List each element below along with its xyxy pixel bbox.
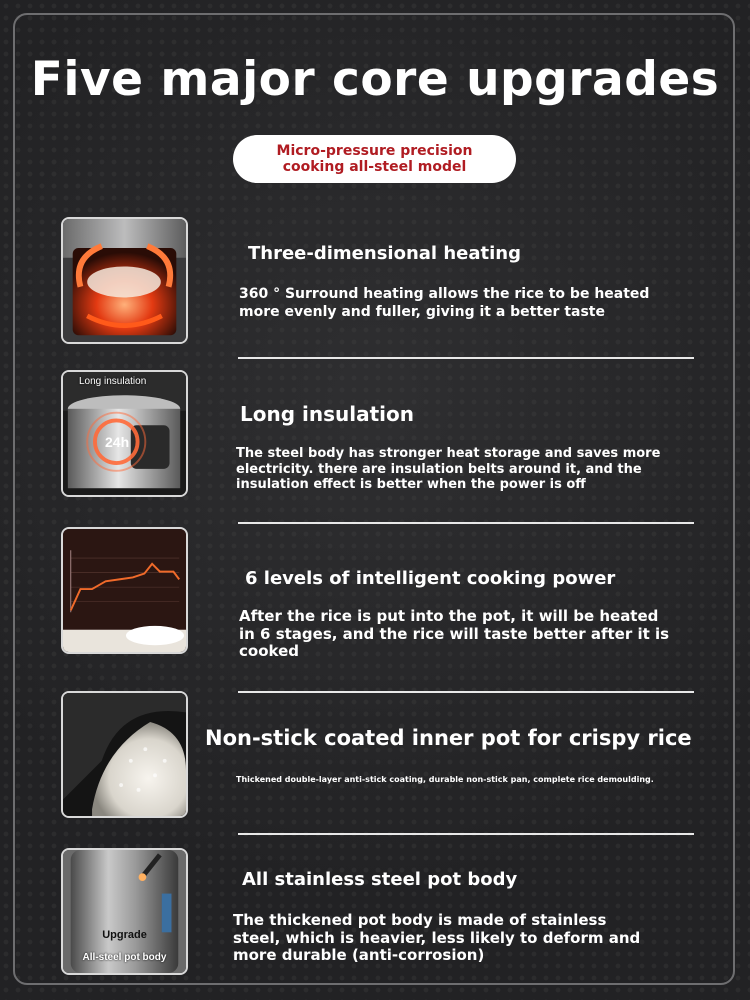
- feature-title-heating: Three-dimensional heating: [248, 243, 521, 264]
- rice-in-pot-icon: [61, 691, 188, 818]
- 24h-badge: 24h: [105, 434, 130, 450]
- feature-desc-heating: 360 ° Surround heating allows the rice to be heated more evenly and fuller, giving it a better taste: [239, 286, 650, 320]
- thumb-label-all-steel: All-steel pot body: [82, 952, 167, 963]
- thumb-label-upgrade: Upgrade: [102, 929, 147, 941]
- insulation-cooker-icon: [61, 370, 188, 497]
- page-title: Five major core upgrades: [30, 52, 720, 107]
- model-badge: [233, 135, 516, 183]
- feature-desc-non-stick: Thickened double-layer anti-stick coating, durable non-stick pan, complete rice demoulding.: [236, 775, 654, 784]
- power-curve-chart-icon: [61, 527, 188, 654]
- feature-desc-stainless: The thickened pot body is made of stainless steel, which is heavier, less likely to deform and more durable (anti-corrosion): [233, 911, 641, 964]
- divider: [238, 833, 694, 835]
- divider: [238, 522, 694, 524]
- feature-title-cooking-power: 6 levels of intelligent cooking power: [245, 568, 616, 589]
- thumb-label-insulation: Long insulation: [79, 376, 147, 387]
- feature-title-insulation: Long insulation: [240, 402, 414, 426]
- heating-pot-icon: [61, 217, 188, 344]
- feature-desc-cooking-power: After the rice is put into the pot, it will be heated in 6 stages, and the rice will taste better after it is cooked: [239, 607, 670, 660]
- model-badge-text: Micro-pressure precision cooking all-steel model: [276, 143, 473, 175]
- feature-desc-insulation: The steel body has stronger heat storage and saves more electricity. there are insulation belts around it, and the insulation effect is better when the power is off: [236, 446, 661, 492]
- feature-title-non-stick: Non-stick coated inner pot for crispy rice: [205, 726, 692, 750]
- feature-title-stainless: All stainless steel pot body: [242, 869, 518, 890]
- divider: [238, 357, 694, 359]
- steel-pot-icon: [61, 848, 188, 975]
- divider: [238, 691, 694, 693]
